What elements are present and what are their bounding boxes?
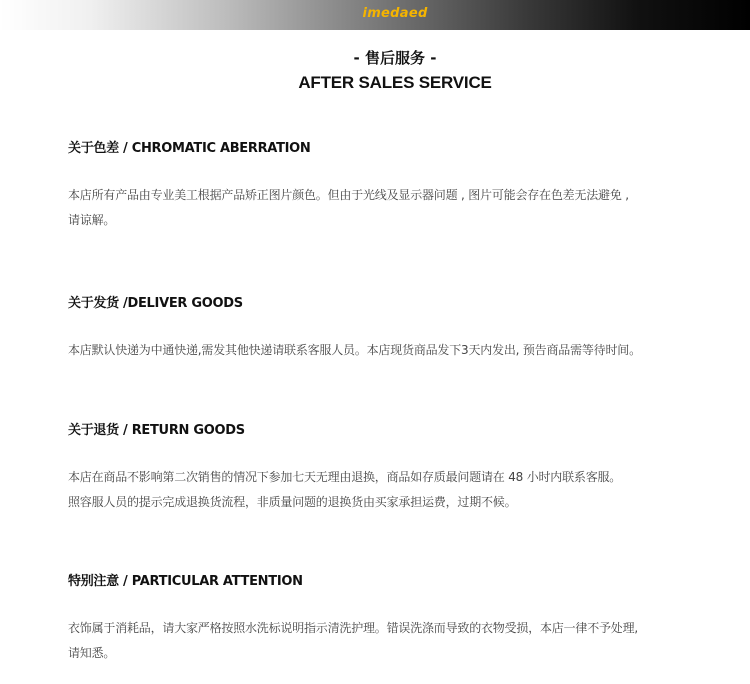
section-text-line: 照容服人员的提示完成退换货流程，非质量问题的退换货由买家承担运费，过期不候。	[68, 495, 517, 509]
section-text-line: 请知悉。	[68, 646, 116, 660]
page-title-en: AFTER SALES SERVICE	[298, 73, 492, 92]
section-text-line: 本店默认快递为中通快递,需发其他快递请联系客服人员。本店现货商品发下3天内发出, 预告商品需等待时间。	[68, 343, 641, 357]
section-title-return-goods: 关于退货 / RETURN GOODS	[68, 423, 245, 438]
page-title-cn: - 售后服务 -	[353, 49, 437, 67]
section-title-deliver-goods: 关于发货 /DELIVER GOODS	[68, 296, 243, 311]
section-text-line: 本店所有产品由专业美工根据产品矫正图片颜色。但由于光线及显示器问题 , 图片可能会存在色差无法避免 ,	[68, 188, 629, 202]
section-text-deliver-goods	[68, 338, 718, 363]
brand-logo: imedaed	[362, 6, 428, 21]
section-title-particular-attention: 特别注意 / PARTICULAR ATTENTION	[68, 574, 303, 589]
section-text-line: 请谅解。	[68, 213, 116, 227]
section-title-chromatic-aberration: 关于色差 / CHROMATIC ABERRATION	[68, 141, 311, 156]
section-text-line: 衣饰属于消耗品，请大家严格按照水洗标说明指示清洗护理。错误洗涤而导致的衣物受损，本店一律不予处理,	[68, 621, 639, 635]
section-text-return-goods	[68, 465, 718, 515]
section-text-chromatic-aberration	[68, 183, 718, 233]
top-banner	[0, 0, 750, 30]
section-text-line: 本店在商品不影响第二次销售的情况下参加七天无理由退换，商品如存质最问题请在 48 小时内联系客服。	[68, 470, 622, 484]
section-text-particular-attention	[68, 616, 718, 666]
